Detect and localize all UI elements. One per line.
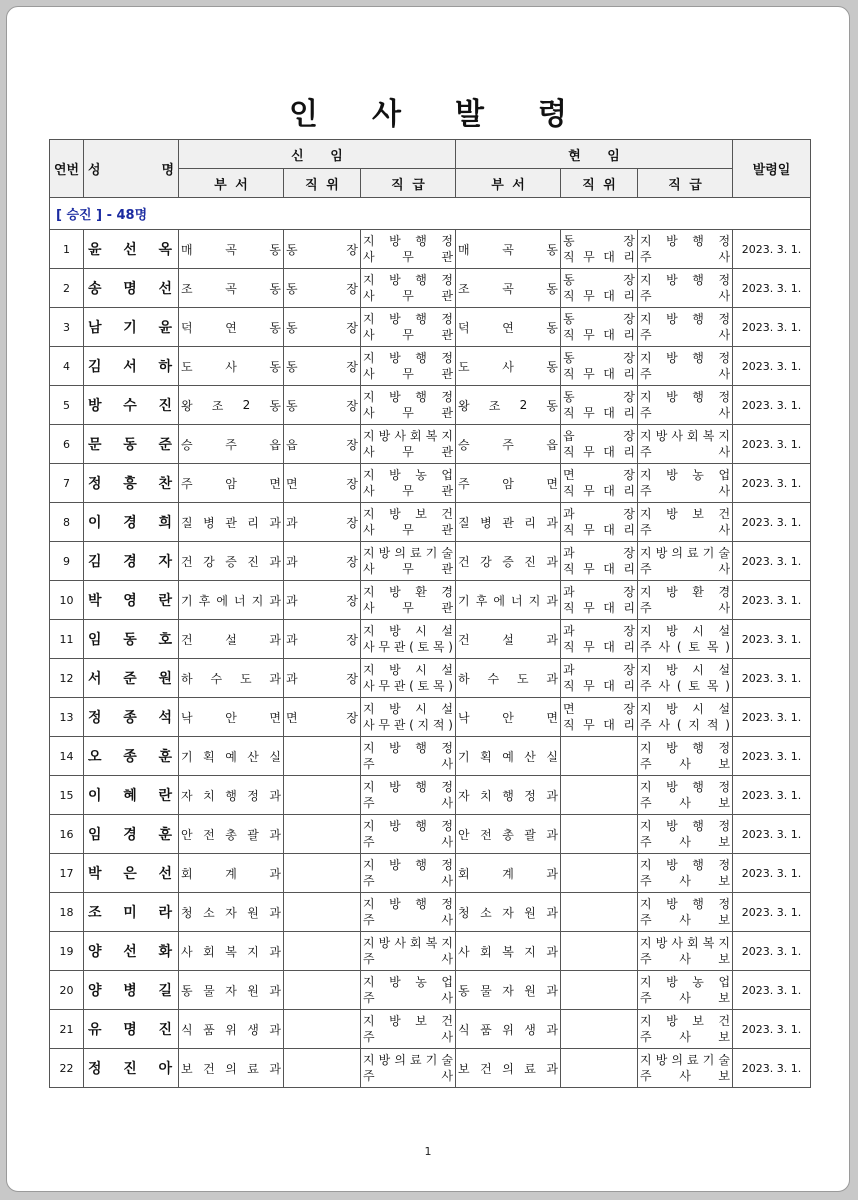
new-position: 동 장 — [284, 386, 361, 425]
table-row — [50, 698, 811, 737]
person-name — [84, 854, 179, 893]
row-number: 20 — [50, 971, 84, 1010]
current-position: 과 장 직 무 대 리 — [561, 542, 638, 581]
current-grade: 지 방 사 회 복 지 주 사 — [638, 425, 733, 464]
new-position: 면 장 — [284, 698, 361, 737]
new-position — [284, 932, 361, 971]
person-name — [84, 308, 179, 347]
current-dept: 회 계 과 — [456, 854, 561, 893]
page-title — [7, 89, 849, 133]
new-grade: 지 방 행 정 주 사 — [361, 776, 456, 815]
table-row — [50, 308, 811, 347]
person-name-text: 조 미 라 — [88, 905, 172, 921]
header-grade: 직 급 — [361, 169, 456, 198]
new-dept: 자 치 행 정 과 — [179, 776, 284, 815]
person-name-text: 유 명 진 — [88, 1022, 172, 1038]
current-dept: 건 설 과 — [456, 620, 561, 659]
person-name — [84, 269, 179, 308]
new-dept: 매 곡 동 — [179, 230, 284, 269]
row-number: 10 — [50, 581, 84, 620]
new-dept: 안 전 총 괄 과 — [179, 815, 284, 854]
new-grade: 지 방 행 정 사 무 관 — [361, 347, 456, 386]
table-row — [50, 464, 811, 503]
person-name-text: 양 병 길 — [88, 983, 172, 999]
current-position: 동 장 직 무 대 리 — [561, 386, 638, 425]
new-grade: 지 방 시 설 사 무 관 ( 지 적 ) — [361, 698, 456, 737]
person-name — [84, 659, 179, 698]
table-row — [50, 386, 811, 425]
person-name — [84, 347, 179, 386]
personnel-table — [49, 139, 811, 1088]
current-dept: 왕 조 2 동 — [456, 386, 561, 425]
person-name — [84, 386, 179, 425]
table-row — [50, 776, 811, 815]
new-dept: 주 암 면 — [179, 464, 284, 503]
person-name — [84, 776, 179, 815]
person-name — [84, 620, 179, 659]
current-grade: 지 방 행 정 주 사 보 — [638, 854, 733, 893]
row-number: 18 — [50, 893, 84, 932]
current-grade: 지 방 보 건 주 사 — [638, 503, 733, 542]
header-current: 현 임 — [456, 140, 733, 169]
new-grade: 지 방 농 업 주 사 — [361, 971, 456, 1010]
current-grade: 지 방 행 정 주 사 보 — [638, 815, 733, 854]
current-position — [561, 971, 638, 1010]
new-grade: 지 방 행 정 주 사 — [361, 737, 456, 776]
row-number: 4 — [50, 347, 84, 386]
person-name — [84, 1049, 179, 1088]
table-row — [50, 620, 811, 659]
header-grade: 직 급 — [638, 169, 733, 198]
person-name — [84, 971, 179, 1010]
table-row — [50, 854, 811, 893]
appointment-date: 2023. 3. 1. — [733, 386, 811, 425]
appointment-date: 2023. 3. 1. — [733, 776, 811, 815]
current-position: 동 장 직 무 대 리 — [561, 269, 638, 308]
new-position: 동 장 — [284, 347, 361, 386]
current-grade: 지 방 행 정 주 사 보 — [638, 776, 733, 815]
person-name-text: 정 진 아 — [88, 1061, 172, 1077]
appointment-date: 2023. 3. 1. — [733, 815, 811, 854]
new-position — [284, 854, 361, 893]
new-grade: 지 방 행 정 사 무 관 — [361, 230, 456, 269]
current-position — [561, 893, 638, 932]
table-row — [50, 659, 811, 698]
current-position: 면 장 직 무 대 리 — [561, 698, 638, 737]
new-position: 과 장 — [284, 659, 361, 698]
current-grade: 지 방 행 정 주 사 — [638, 347, 733, 386]
appointment-date: 2023. 3. 1. — [733, 932, 811, 971]
current-dept: 기 획 예 산 실 — [456, 737, 561, 776]
current-position: 과 장 직 무 대 리 — [561, 503, 638, 542]
current-grade: 지 방 농 업 주 사 — [638, 464, 733, 503]
current-grade: 지 방 의 료 기 술 주 사 — [638, 542, 733, 581]
new-position — [284, 737, 361, 776]
document-page — [6, 6, 850, 1192]
table-row — [50, 347, 811, 386]
current-grade: 지 방 환 경 주 사 — [638, 581, 733, 620]
appointment-date: 2023. 3. 1. — [733, 269, 811, 308]
appointment-date: 2023. 3. 1. — [733, 971, 811, 1010]
current-position — [561, 776, 638, 815]
current-dept: 기 후 에 너 지 과 — [456, 581, 561, 620]
current-position — [561, 737, 638, 776]
current-grade: 지 방 행 정 주 사 보 — [638, 893, 733, 932]
person-name-text: 정 흥 찬 — [88, 476, 172, 492]
person-name — [84, 581, 179, 620]
current-grade: 지 방 행 정 주 사 — [638, 386, 733, 425]
current-position — [561, 932, 638, 971]
header-dept: 부 서 — [456, 169, 561, 198]
new-dept: 보 건 의 료 과 — [179, 1049, 284, 1088]
current-position: 읍 장 직 무 대 리 — [561, 425, 638, 464]
new-grade: 지 방 농 업 사 무 관 — [361, 464, 456, 503]
new-position: 과 장 — [284, 503, 361, 542]
table-row — [50, 737, 811, 776]
new-position — [284, 893, 361, 932]
person-name — [84, 698, 179, 737]
table-row — [50, 269, 811, 308]
new-position — [284, 971, 361, 1010]
person-name — [84, 230, 179, 269]
new-position: 읍 장 — [284, 425, 361, 464]
appointment-date: 2023. 3. 1. — [733, 620, 811, 659]
new-position: 동 장 — [284, 269, 361, 308]
new-dept: 낙 안 면 — [179, 698, 284, 737]
title-char: 령 — [537, 97, 567, 132]
new-grade: 지 방 행 정 주 사 — [361, 854, 456, 893]
row-number: 22 — [50, 1049, 84, 1088]
row-number: 8 — [50, 503, 84, 542]
current-dept: 건 강 증 진 과 — [456, 542, 561, 581]
person-name-text: 송 명 선 — [88, 281, 172, 297]
new-position — [284, 815, 361, 854]
person-name-text: 이 혜 란 — [88, 788, 172, 804]
current-dept: 낙 안 면 — [456, 698, 561, 737]
table-row — [50, 893, 811, 932]
person-name-text: 김 서 하 — [88, 359, 172, 375]
person-name-text: 오 종 훈 — [88, 749, 172, 765]
person-name-text: 이 경 희 — [88, 515, 172, 531]
person-name-text: 서 준 원 — [88, 671, 172, 687]
new-dept: 덕 연 동 — [179, 308, 284, 347]
new-dept: 승 주 읍 — [179, 425, 284, 464]
current-position — [561, 854, 638, 893]
new-position: 동 장 — [284, 308, 361, 347]
header-no: 연번 — [50, 140, 84, 198]
new-position — [284, 1049, 361, 1088]
appointment-date: 2023. 3. 1. — [733, 581, 811, 620]
person-name-text: 양 선 화 — [88, 944, 172, 960]
appointment-date: 2023. 3. 1. — [733, 893, 811, 932]
new-dept: 식 품 위 생 과 — [179, 1010, 284, 1049]
current-dept: 주 암 면 — [456, 464, 561, 503]
current-dept: 조 곡 동 — [456, 269, 561, 308]
current-position: 과 장 직 무 대 리 — [561, 659, 638, 698]
new-dept: 사 회 복 지 과 — [179, 932, 284, 971]
person-name-text: 박 은 선 — [88, 866, 172, 882]
table-row — [50, 815, 811, 854]
new-grade: 지 방 보 건 주 사 — [361, 1010, 456, 1049]
row-number: 3 — [50, 308, 84, 347]
new-grade: 지 방 행 정 사 무 관 — [361, 269, 456, 308]
title-char: 인 — [289, 97, 319, 132]
title-char: 사 — [372, 97, 401, 132]
new-dept: 질 병 관 리 과 — [179, 503, 284, 542]
current-dept: 동 물 자 원 과 — [456, 971, 561, 1010]
new-position — [284, 1010, 361, 1049]
new-dept: 건 강 증 진 과 — [179, 542, 284, 581]
table-row — [50, 1049, 811, 1088]
table-row — [50, 425, 811, 464]
current-dept: 매 곡 동 — [456, 230, 561, 269]
person-name-text: 박 영 란 — [88, 593, 172, 609]
row-number: 9 — [50, 542, 84, 581]
person-name-text: 문 동 준 — [88, 437, 172, 453]
new-grade: 지 방 환 경 사 무 관 — [361, 581, 456, 620]
person-name — [84, 503, 179, 542]
person-name-text: 임 동 호 — [88, 632, 172, 648]
current-position: 면 장 직 무 대 리 — [561, 464, 638, 503]
row-number: 21 — [50, 1010, 84, 1049]
current-grade: 지 방 행 정 주 사 — [638, 230, 733, 269]
appointment-date: 2023. 3. 1. — [733, 425, 811, 464]
header-date: 발령일 — [733, 140, 811, 198]
new-position — [284, 776, 361, 815]
new-dept: 기 후 에 너 지 과 — [179, 581, 284, 620]
person-name-text: 남 기 윤 — [88, 320, 172, 336]
row-number: 16 — [50, 815, 84, 854]
person-name-text: 임 경 훈 — [88, 827, 172, 843]
new-dept: 청 소 자 원 과 — [179, 893, 284, 932]
new-grade: 지 방 행 정 사 무 관 — [361, 308, 456, 347]
section-label: [ 승진 ] - 48명 — [50, 198, 811, 230]
new-position: 과 장 — [284, 542, 361, 581]
person-name-text: 김 경 자 — [88, 554, 172, 570]
new-grade: 지 방 행 정 주 사 — [361, 815, 456, 854]
appointment-date: 2023. 3. 1. — [733, 1010, 811, 1049]
row-number: 1 — [50, 230, 84, 269]
header-dept: 부 서 — [179, 169, 284, 198]
appointment-date: 2023. 3. 1. — [733, 230, 811, 269]
new-grade: 지 방 보 건 사 무 관 — [361, 503, 456, 542]
new-grade: 지 방 시 설 사 무 관 ( 토 목 ) — [361, 659, 456, 698]
appointment-date: 2023. 3. 1. — [733, 542, 811, 581]
new-dept: 하 수 도 과 — [179, 659, 284, 698]
page-number: 1 — [424, 1145, 432, 1158]
header-position: 직 위 — [561, 169, 638, 198]
row-number: 15 — [50, 776, 84, 815]
person-name — [84, 932, 179, 971]
table-row — [50, 503, 811, 542]
table-row — [50, 230, 811, 269]
person-name — [84, 464, 179, 503]
current-dept: 사 회 복 지 과 — [456, 932, 561, 971]
current-dept: 보 건 의 료 과 — [456, 1049, 561, 1088]
appointment-date: 2023. 3. 1. — [733, 464, 811, 503]
current-grade: 지 방 사 회 복 지 주 사 보 — [638, 932, 733, 971]
appointment-date: 2023. 3. 1. — [733, 659, 811, 698]
current-position: 과 장 직 무 대 리 — [561, 581, 638, 620]
new-grade: 지 방 의 료 기 술 사 무 관 — [361, 542, 456, 581]
row-number: 11 — [50, 620, 84, 659]
row-number: 6 — [50, 425, 84, 464]
current-grade: 지 방 농 업 주 사 보 — [638, 971, 733, 1010]
current-grade: 지 방 행 정 주 사 — [638, 269, 733, 308]
appointment-date: 2023. 3. 1. — [733, 854, 811, 893]
row-number: 14 — [50, 737, 84, 776]
current-dept: 덕 연 동 — [456, 308, 561, 347]
new-dept: 기 획 예 산 실 — [179, 737, 284, 776]
table-row — [50, 1010, 811, 1049]
current-grade: 지 방 행 정 주 사 — [638, 308, 733, 347]
current-grade: 지 방 시 설 주 사 ( 지 적 ) — [638, 698, 733, 737]
new-position: 동 장 — [284, 230, 361, 269]
person-name — [84, 1010, 179, 1049]
appointment-date: 2023. 3. 1. — [733, 347, 811, 386]
current-position: 동 장 직 무 대 리 — [561, 308, 638, 347]
appointment-date: 2023. 3. 1. — [733, 737, 811, 776]
current-position — [561, 815, 638, 854]
new-grade: 지 방 사 회 복 지 주 사 — [361, 932, 456, 971]
current-dept: 질 병 관 리 과 — [456, 503, 561, 542]
title-char: 발 — [455, 97, 484, 132]
new-grade: 지 방 행 정 주 사 — [361, 893, 456, 932]
new-dept: 조 곡 동 — [179, 269, 284, 308]
new-grade: 지 방 의 료 기 술 주 사 — [361, 1049, 456, 1088]
person-name — [84, 425, 179, 464]
current-dept: 승 주 읍 — [456, 425, 561, 464]
current-dept: 하 수 도 과 — [456, 659, 561, 698]
current-dept: 식 품 위 생 과 — [456, 1010, 561, 1049]
current-position — [561, 1010, 638, 1049]
table-row — [50, 542, 811, 581]
current-position: 과 장 직 무 대 리 — [561, 620, 638, 659]
person-name — [84, 893, 179, 932]
row-number: 17 — [50, 854, 84, 893]
new-dept: 건 설 과 — [179, 620, 284, 659]
row-number: 19 — [50, 932, 84, 971]
table-row — [50, 581, 811, 620]
appointment-date: 2023. 3. 1. — [733, 503, 811, 542]
new-dept: 도 사 동 — [179, 347, 284, 386]
row-number: 13 — [50, 698, 84, 737]
new-grade: 지 방 행 정 사 무 관 — [361, 386, 456, 425]
person-name — [84, 815, 179, 854]
current-grade: 지 방 행 정 주 사 보 — [638, 737, 733, 776]
current-grade: 지 방 시 설 주 사 ( 토 목 ) — [638, 659, 733, 698]
row-number: 2 — [50, 269, 84, 308]
row-number: 7 — [50, 464, 84, 503]
table-row — [50, 932, 811, 971]
appointment-date: 2023. 3. 1. — [733, 1049, 811, 1088]
header-position: 직 위 — [284, 169, 361, 198]
appointment-date: 2023. 3. 1. — [733, 308, 811, 347]
new-dept: 동 물 자 원 과 — [179, 971, 284, 1010]
current-position: 동 장 직 무 대 리 — [561, 230, 638, 269]
header-new: 신 임 — [179, 140, 456, 169]
person-name-text: 방 수 진 — [88, 398, 172, 414]
new-position: 과 장 — [284, 581, 361, 620]
person-name-text: 윤 선 옥 — [88, 242, 172, 258]
row-number: 5 — [50, 386, 84, 425]
person-name — [84, 542, 179, 581]
current-grade: 지 방 시 설 주 사 ( 토 목 ) — [638, 620, 733, 659]
person-name-text: 정 종 석 — [88, 710, 172, 726]
row-number: 12 — [50, 659, 84, 698]
table-row — [50, 971, 811, 1010]
current-position: 동 장 직 무 대 리 — [561, 347, 638, 386]
new-dept: 회 계 과 — [179, 854, 284, 893]
current-dept: 자 치 행 정 과 — [456, 776, 561, 815]
new-position: 과 장 — [284, 620, 361, 659]
header-name: 성 명 — [84, 140, 179, 198]
new-position: 면 장 — [284, 464, 361, 503]
current-dept: 청 소 자 원 과 — [456, 893, 561, 932]
current-dept: 안 전 총 괄 과 — [456, 815, 561, 854]
current-grade: 지 방 보 건 주 사 보 — [638, 1010, 733, 1049]
new-grade: 지 방 사 회 복 지 사 무 관 — [361, 425, 456, 464]
appointment-date: 2023. 3. 1. — [733, 698, 811, 737]
person-name — [84, 737, 179, 776]
current-dept: 도 사 동 — [456, 347, 561, 386]
new-dept: 왕 조 2 동 — [179, 386, 284, 425]
current-position — [561, 1049, 638, 1088]
current-grade: 지 방 의 료 기 술 주 사 보 — [638, 1049, 733, 1088]
new-grade: 지 방 시 설 사 무 관 ( 토 목 ) — [361, 620, 456, 659]
